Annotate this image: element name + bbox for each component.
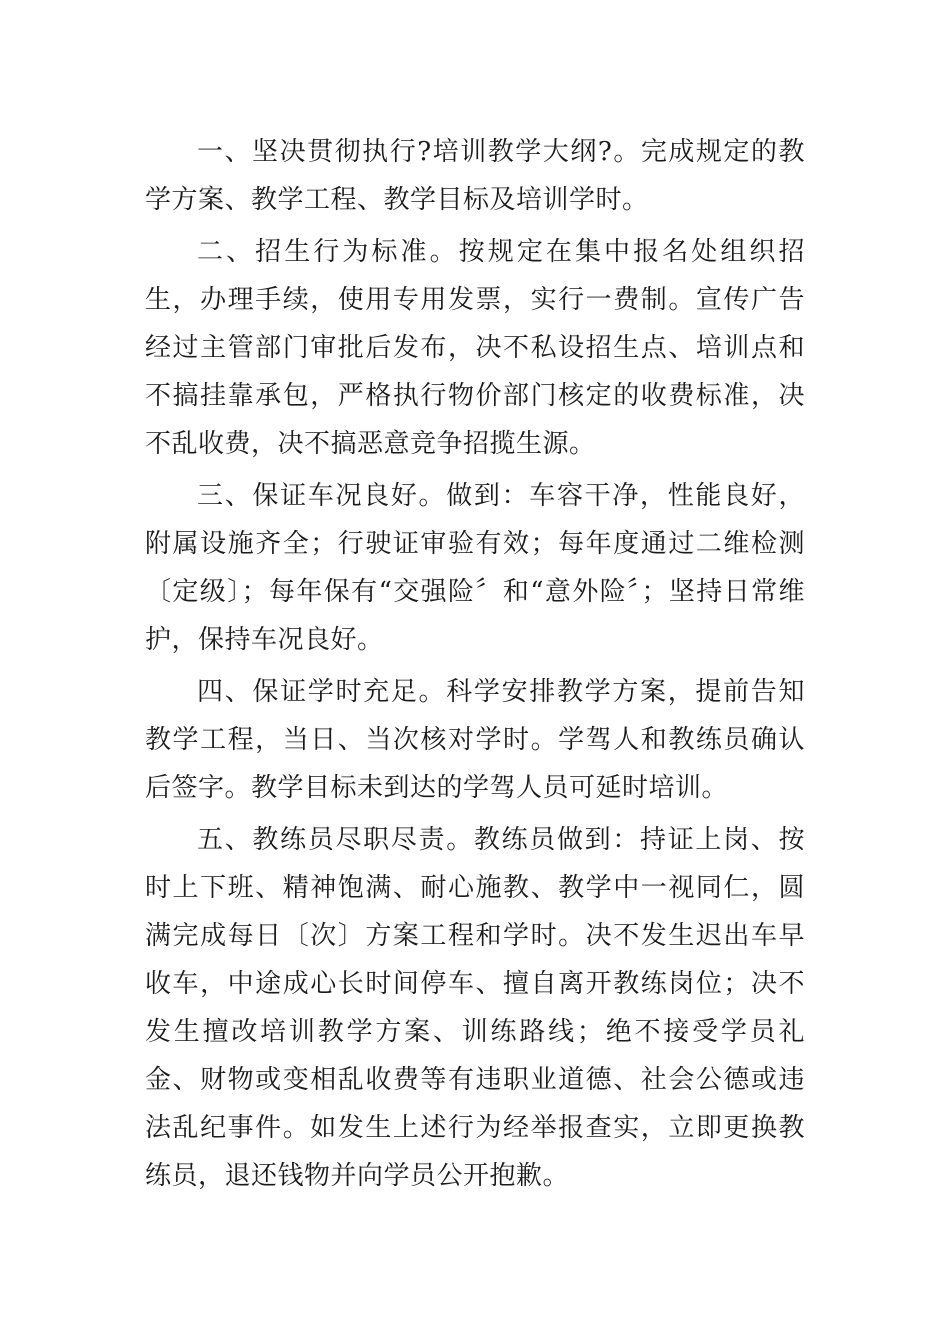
paragraph-2: 二、招生行为标准。按规定在集中报名处组织招生，办理手续，使用专用发票，实行一费制。宣传广告经过主管部门审批后发布，决不私设招生点、培训点和不搞挂靠承包，严格执行物价部门核定的收费标准，决不乱收费，决不搞恶意竞争招揽生源。 bbox=[145, 237, 805, 459]
document-body bbox=[145, 128, 805, 1204]
paragraph-3: 三、保证车况良好。做到：车容干净，性能良好，附属设施齐全；行驶证审验有效；每年度通过二维检测〔定级〕；每年保有“交强险〞和“意外险〞；坚持日常维护，保持车况良好。 bbox=[145, 481, 805, 655]
paragraph-1: 一、坚决贯彻执行?培训教学大纲?。完成规定的教学方案、教学工程、教学目标及培训学时。 bbox=[145, 137, 805, 215]
paragraph-4: 四、保证学时充足。科学安排教学方案，提前告知教学工程，当日、当次核对学时。学驾人和教练员确认后签字。教学目标未到达的学驾人员可延时培训。 bbox=[145, 677, 805, 803]
paragraph-5: 五、教练员尽职尽责。教练员做到：持证上岗、按时上下班、精神饱满、耐心施教、教学中一视同仁，圆满完成每日〔次〕方案工程和学时。决不发生迟出车早收车，中途成心长时间停车、擅自离开教练岗位；决不发生擅改培训教学方案、训练路线；绝不接受学员礼金、财物或变相乱收费等有违职业道德、社会公德或违法乱纪事件。如发生上述行为经举报查实，立即更换教练员，退还钱物并向学员公开抱歉。 bbox=[145, 825, 805, 1191]
